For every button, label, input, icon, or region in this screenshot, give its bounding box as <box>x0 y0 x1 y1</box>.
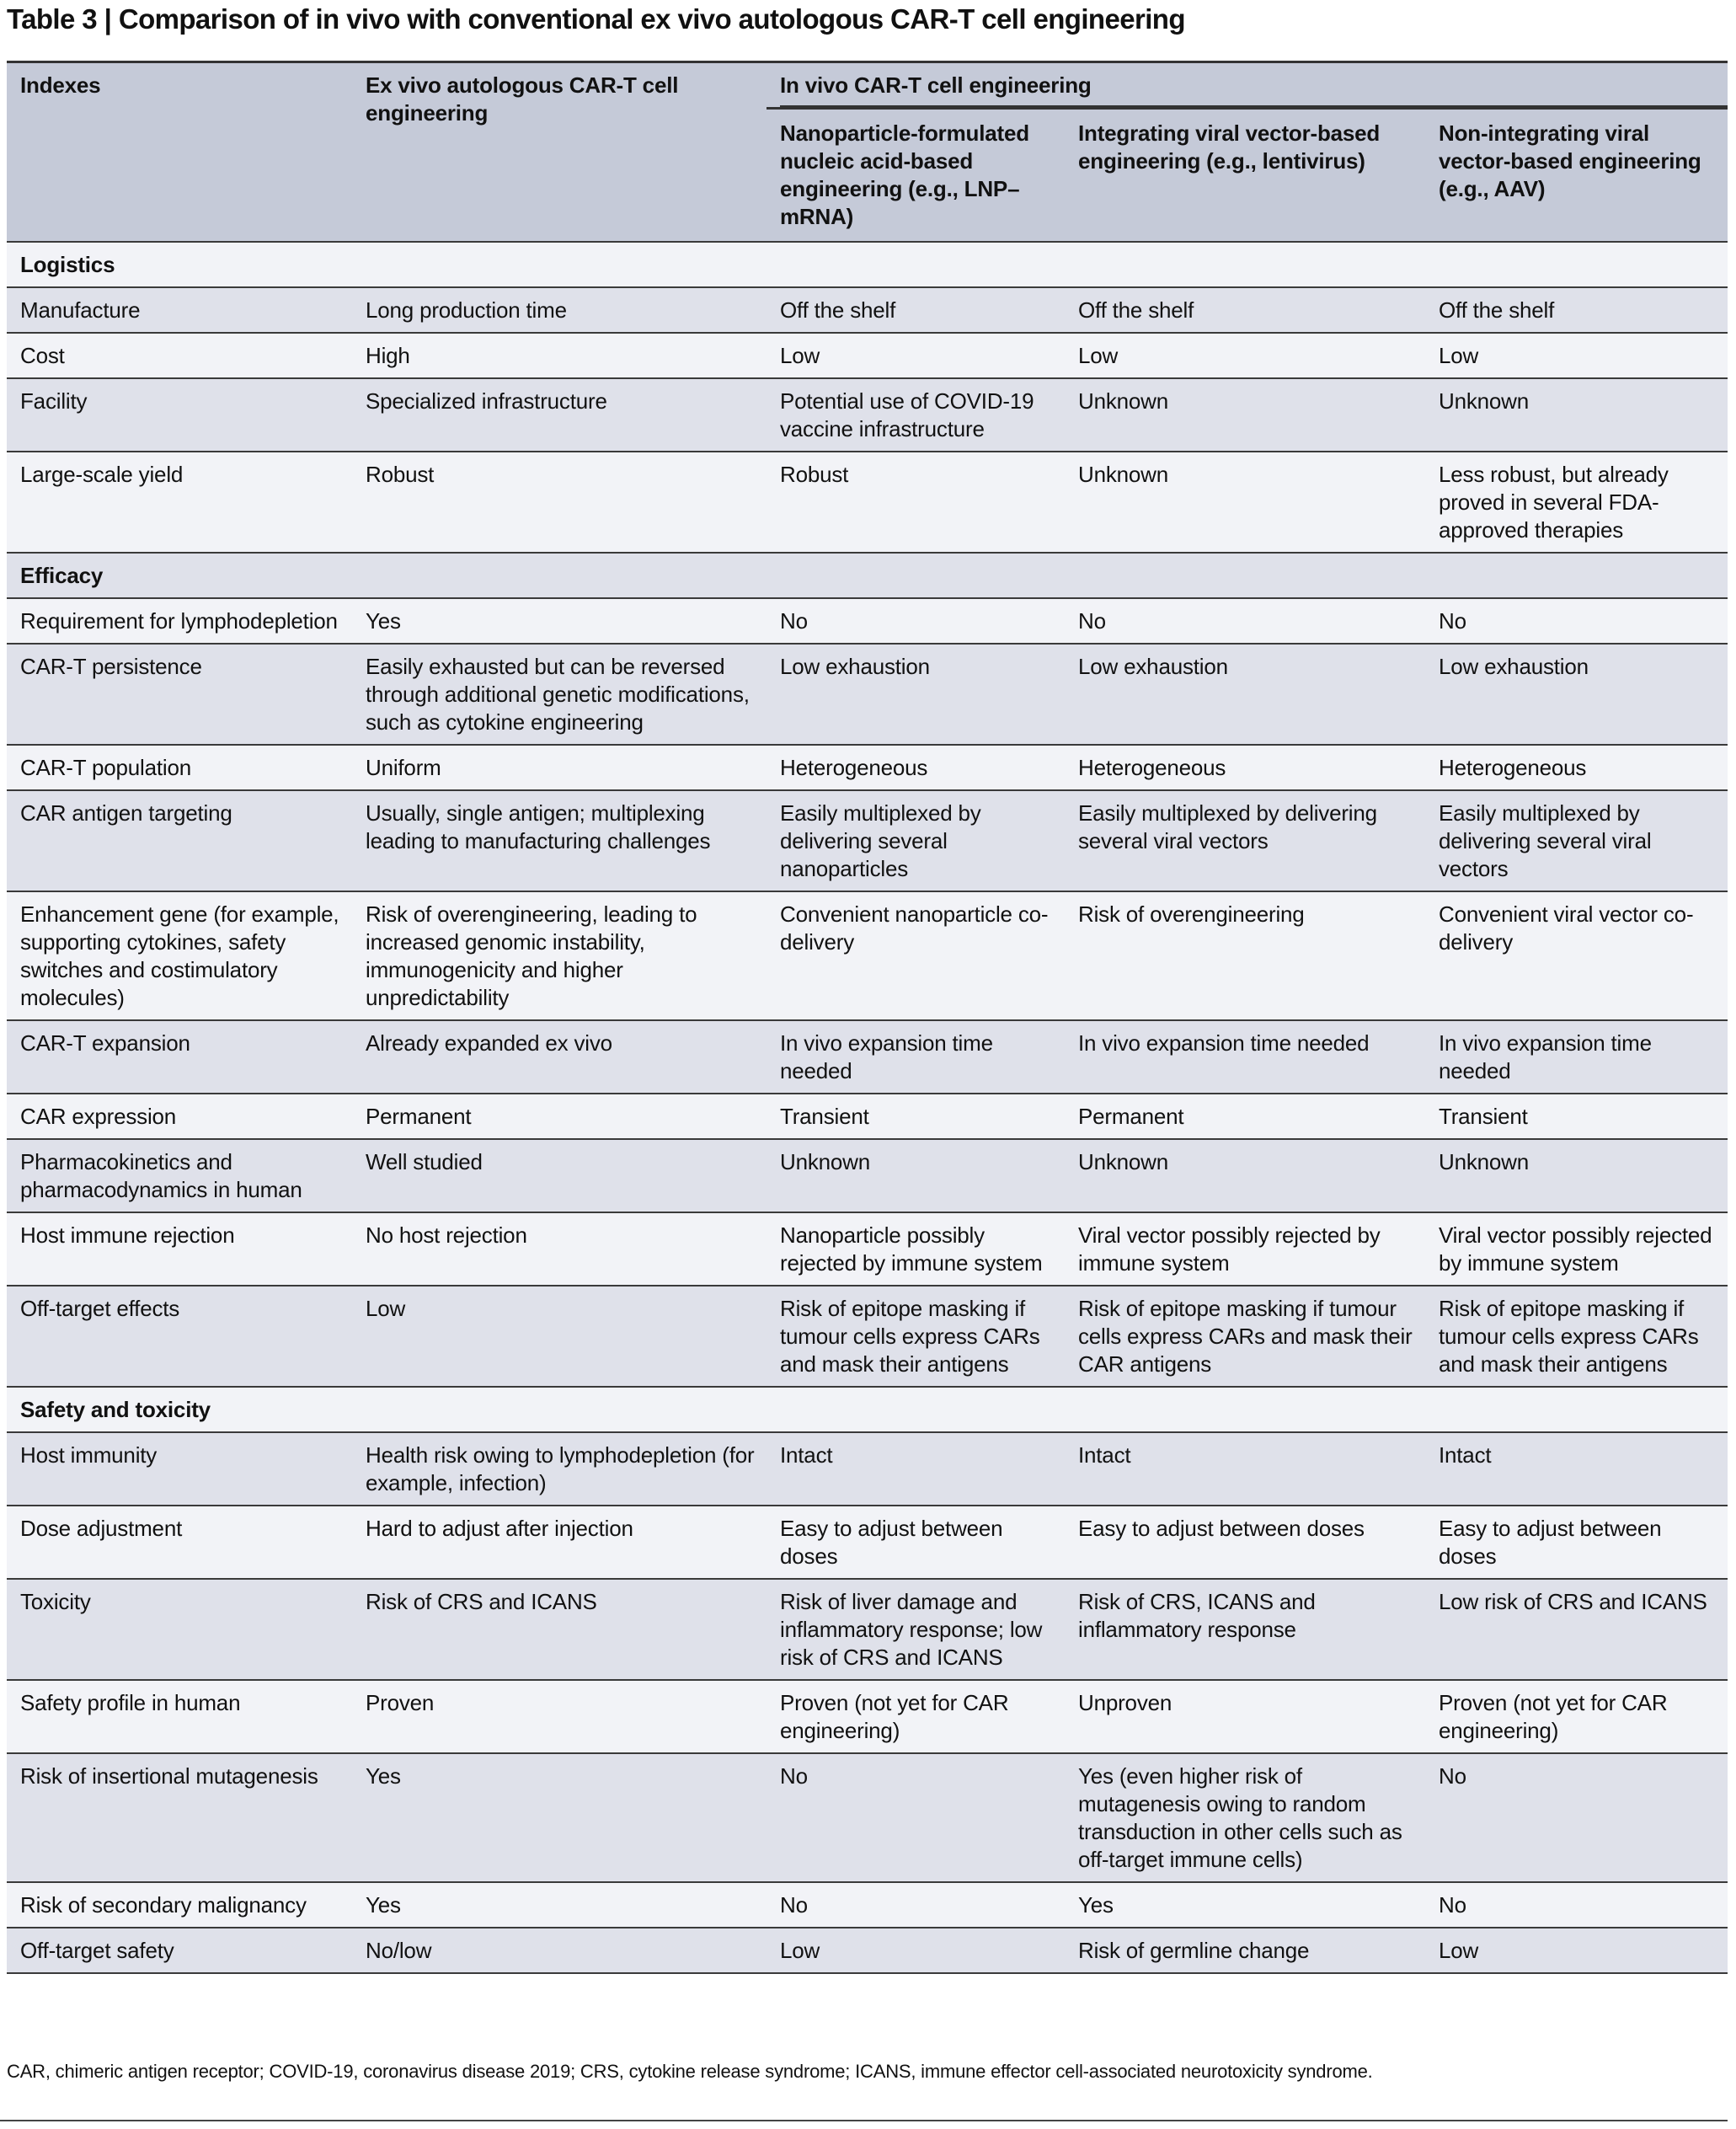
ex-vivo-cell: Well studied <box>352 1139 767 1212</box>
table-row <box>7 287 1728 333</box>
integrating-cell: Unproven <box>1065 1680 1425 1753</box>
non-integrating-cell: Transient <box>1425 1094 1728 1139</box>
integrating-cell: Risk of epitope masking if tumour cells express CARs and mask their CAR antigens <box>1065 1286 1425 1387</box>
index-cell: Risk of insertional mutagenesis <box>7 1753 352 1882</box>
non-integrating-cell: Low risk of CRS and ICANS <box>1425 1579 1728 1680</box>
table-row <box>7 745 1728 790</box>
non-integrating-cell: Proven (not yet for CAR engineering) <box>1425 1680 1728 1753</box>
nanoparticle-cell: Low <box>767 1928 1065 1973</box>
header-in-vivo-group <box>767 62 1728 109</box>
integrating-cell: Unknown <box>1065 1139 1425 1212</box>
integrating-cell: Easily multiplexed by delivering several viral vectors <box>1065 790 1425 891</box>
non-integrating-cell: Easy to adjust between doses <box>1425 1506 1728 1579</box>
footnote: CAR, chimeric antigen receptor; COVID-19, coronavirus disease 2019; CRS, cytokine release syndrome; ICANS, immune effector cell-associated neurotoxicity syndrome. <box>7 2061 1373 2082</box>
index-cell: Manufacture <box>7 287 352 333</box>
nanoparticle-cell: Risk of liver damage and inflammatory response; low risk of CRS and ICANS <box>767 1579 1065 1680</box>
ex-vivo-cell: Yes <box>352 1882 767 1928</box>
header-in-vivo-label: In vivo CAR-T cell engineering <box>780 72 1728 107</box>
table-row <box>7 1506 1728 1579</box>
table-row <box>7 1680 1728 1753</box>
section-row-efficacy <box>7 553 1728 598</box>
ex-vivo-cell: No/low <box>352 1928 767 1973</box>
index-cell: Off-target safety <box>7 1928 352 1973</box>
table-row <box>7 1432 1728 1506</box>
header-integrating: Integrating viral vector-based engineering (e.g., lentivirus) <box>1065 109 1425 243</box>
nanoparticle-cell: Potential use of COVID-19 vaccine infrastructure <box>767 378 1065 452</box>
nanoparticle-cell: No <box>767 1753 1065 1882</box>
non-integrating-cell: Viral vector possibly rejected by immune system <box>1425 1212 1728 1286</box>
index-cell: Dose adjustment <box>7 1506 352 1579</box>
non-integrating-cell: No <box>1425 1753 1728 1882</box>
table-row <box>7 1579 1728 1680</box>
index-cell: Host immunity <box>7 1432 352 1506</box>
index-cell: Facility <box>7 378 352 452</box>
non-integrating-cell: No <box>1425 1882 1728 1928</box>
table-row <box>7 378 1728 452</box>
section-row-logistics <box>7 242 1728 287</box>
nanoparticle-cell: Heterogeneous <box>767 745 1065 790</box>
header-nanoparticle: Nanoparticle-formulated nucleic acid-based engineering (e.g., LNP–mRNA) <box>767 109 1065 243</box>
non-integrating-cell: Easily multiplexed by delivering several viral vectors <box>1425 790 1728 891</box>
ex-vivo-cell: Already expanded ex vivo <box>352 1020 767 1094</box>
ex-vivo-cell: Low <box>352 1286 767 1387</box>
section-row-safety <box>7 1387 1728 1432</box>
index-cell: CAR antigen targeting <box>7 790 352 891</box>
nanoparticle-cell: Unknown <box>767 1139 1065 1212</box>
integrating-cell: Unknown <box>1065 378 1425 452</box>
index-cell: Cost <box>7 333 352 378</box>
non-integrating-cell: Low <box>1425 333 1728 378</box>
nanoparticle-cell: In vivo expansion time needed <box>767 1020 1065 1094</box>
table-title: Table 3 | Comparison of in vivo with conventional ex vivo autologous CAR-T cell engineering <box>7 3 1185 35</box>
section-label: Efficacy <box>7 553 1728 598</box>
table-row <box>7 1286 1728 1387</box>
nanoparticle-cell: Robust <box>767 452 1065 553</box>
integrating-cell: Low exhaustion <box>1065 644 1425 745</box>
non-integrating-cell: No <box>1425 598 1728 644</box>
nanoparticle-cell: No <box>767 598 1065 644</box>
ex-vivo-cell: Robust <box>352 452 767 553</box>
table-row <box>7 1753 1728 1882</box>
nanoparticle-cell: Intact <box>767 1432 1065 1506</box>
table-row <box>7 644 1728 745</box>
integrating-cell: Permanent <box>1065 1094 1425 1139</box>
integrating-cell: Easy to adjust between doses <box>1065 1506 1425 1579</box>
integrating-cell: Risk of germline change <box>1065 1928 1425 1973</box>
integrating-cell: Heterogeneous <box>1065 745 1425 790</box>
table-row <box>7 333 1728 378</box>
integrating-cell: No <box>1065 598 1425 644</box>
index-cell: CAR expression <box>7 1094 352 1139</box>
ex-vivo-cell: Proven <box>352 1680 767 1753</box>
integrating-cell: Yes (even higher risk of mutagenesis owing to random transduction in other cells such as off-target immune cells) <box>1065 1753 1425 1882</box>
ex-vivo-cell: High <box>352 333 767 378</box>
index-cell: Risk of secondary malignancy <box>7 1882 352 1928</box>
index-cell: Enhancement gene (for example, supporting cytokines, safety switches and costimulatory molecules) <box>7 891 352 1020</box>
ex-vivo-cell: Hard to adjust after injection <box>352 1506 767 1579</box>
comparison-table <box>7 61 1728 1974</box>
index-cell: CAR-T population <box>7 745 352 790</box>
non-integrating-cell: Low exhaustion <box>1425 644 1728 745</box>
bottom-divider <box>0 2120 1728 2121</box>
ex-vivo-cell: Risk of overengineering, leading to increased genomic instability, immunogenicity and higher unpredictability <box>352 891 767 1020</box>
section-label: Logistics <box>7 242 1728 287</box>
table-row <box>7 1928 1728 1973</box>
index-cell: Host immune rejection <box>7 1212 352 1286</box>
integrating-cell: Yes <box>1065 1882 1425 1928</box>
nanoparticle-cell: No <box>767 1882 1065 1928</box>
index-cell: Off-target effects <box>7 1286 352 1387</box>
non-integrating-cell: Heterogeneous <box>1425 745 1728 790</box>
header-indexes: Indexes <box>7 62 352 243</box>
table-row <box>7 1139 1728 1212</box>
section-label: Safety and toxicity <box>7 1387 1728 1432</box>
index-cell: Large-scale yield <box>7 452 352 553</box>
table-row <box>7 452 1728 553</box>
nanoparticle-cell: Convenient nanoparticle co-delivery <box>767 891 1065 1020</box>
nanoparticle-cell: Proven (not yet for CAR engineering) <box>767 1680 1065 1753</box>
non-integrating-cell: Intact <box>1425 1432 1728 1506</box>
integrating-cell: Viral vector possibly rejected by immune system <box>1065 1212 1425 1286</box>
ex-vivo-cell: Health risk owing to lymphodepletion (for example, infection) <box>352 1432 767 1506</box>
integrating-cell: In vivo expansion time needed <box>1065 1020 1425 1094</box>
nanoparticle-cell: Low exhaustion <box>767 644 1065 745</box>
ex-vivo-cell: Risk of CRS and ICANS <box>352 1579 767 1680</box>
non-integrating-cell: Convenient viral vector co-delivery <box>1425 891 1728 1020</box>
non-integrating-cell: Unknown <box>1425 1139 1728 1212</box>
ex-vivo-cell: Long production time <box>352 287 767 333</box>
non-integrating-cell: Off the shelf <box>1425 287 1728 333</box>
table-body <box>7 242 1728 1973</box>
ex-vivo-cell: No host rejection <box>352 1212 767 1286</box>
integrating-cell: Low <box>1065 333 1425 378</box>
ex-vivo-cell: Yes <box>352 1753 767 1882</box>
header-row <box>7 62 1728 109</box>
table-row <box>7 790 1728 891</box>
table-row <box>7 598 1728 644</box>
ex-vivo-cell: Usually, single antigen; multiplexing leading to manufacturing challenges <box>352 790 767 891</box>
table-row <box>7 891 1728 1020</box>
ex-vivo-cell: Permanent <box>352 1094 767 1139</box>
nanoparticle-cell: Nanoparticle possibly rejected by immune system <box>767 1212 1065 1286</box>
index-cell: Safety profile in human <box>7 1680 352 1753</box>
nanoparticle-cell: Easy to adjust between doses <box>767 1506 1065 1579</box>
integrating-cell: Risk of overengineering <box>1065 891 1425 1020</box>
integrating-cell: Off the shelf <box>1065 287 1425 333</box>
non-integrating-cell: Unknown <box>1425 378 1728 452</box>
nanoparticle-cell: Off the shelf <box>767 287 1065 333</box>
table-row <box>7 1212 1728 1286</box>
index-cell: CAR-T persistence <box>7 644 352 745</box>
non-integrating-cell: Risk of epitope masking if tumour cells express CARs and mask their antigens <box>1425 1286 1728 1387</box>
header-non-integrating: Non-integrating viral vector-based engineering (e.g., AAV) <box>1425 109 1728 243</box>
ex-vivo-cell: Easily exhausted but can be reversed through additional genetic modifications, such as cytokine engineering <box>352 644 767 745</box>
non-integrating-cell: In vivo expansion time needed <box>1425 1020 1728 1094</box>
integrating-cell: Intact <box>1065 1432 1425 1506</box>
nanoparticle-cell: Easily multiplexed by delivering several nanoparticles <box>767 790 1065 891</box>
nanoparticle-cell: Low <box>767 333 1065 378</box>
nanoparticle-cell: Risk of epitope masking if tumour cells express CARs and mask their antigens <box>767 1286 1065 1387</box>
non-integrating-cell: Less robust, but already proved in several FDA-approved therapies <box>1425 452 1728 553</box>
index-cell: Toxicity <box>7 1579 352 1680</box>
index-cell: Pharmacokinetics and pharmacodynamics in human <box>7 1139 352 1212</box>
ex-vivo-cell: Specialized infrastructure <box>352 378 767 452</box>
integrating-cell: Risk of CRS, ICANS and inflammatory response <box>1065 1579 1425 1680</box>
ex-vivo-cell: Yes <box>352 598 767 644</box>
integrating-cell: Unknown <box>1065 452 1425 553</box>
table-row <box>7 1094 1728 1139</box>
nanoparticle-cell: Transient <box>767 1094 1065 1139</box>
index-cell: Requirement for lymphodepletion <box>7 598 352 644</box>
ex-vivo-cell: Uniform <box>352 745 767 790</box>
table-row <box>7 1020 1728 1094</box>
table-row <box>7 1882 1728 1928</box>
index-cell: CAR-T expansion <box>7 1020 352 1094</box>
header-ex-vivo: Ex vivo autologous CAR-T cell engineering <box>352 62 767 243</box>
non-integrating-cell: Low <box>1425 1928 1728 1973</box>
